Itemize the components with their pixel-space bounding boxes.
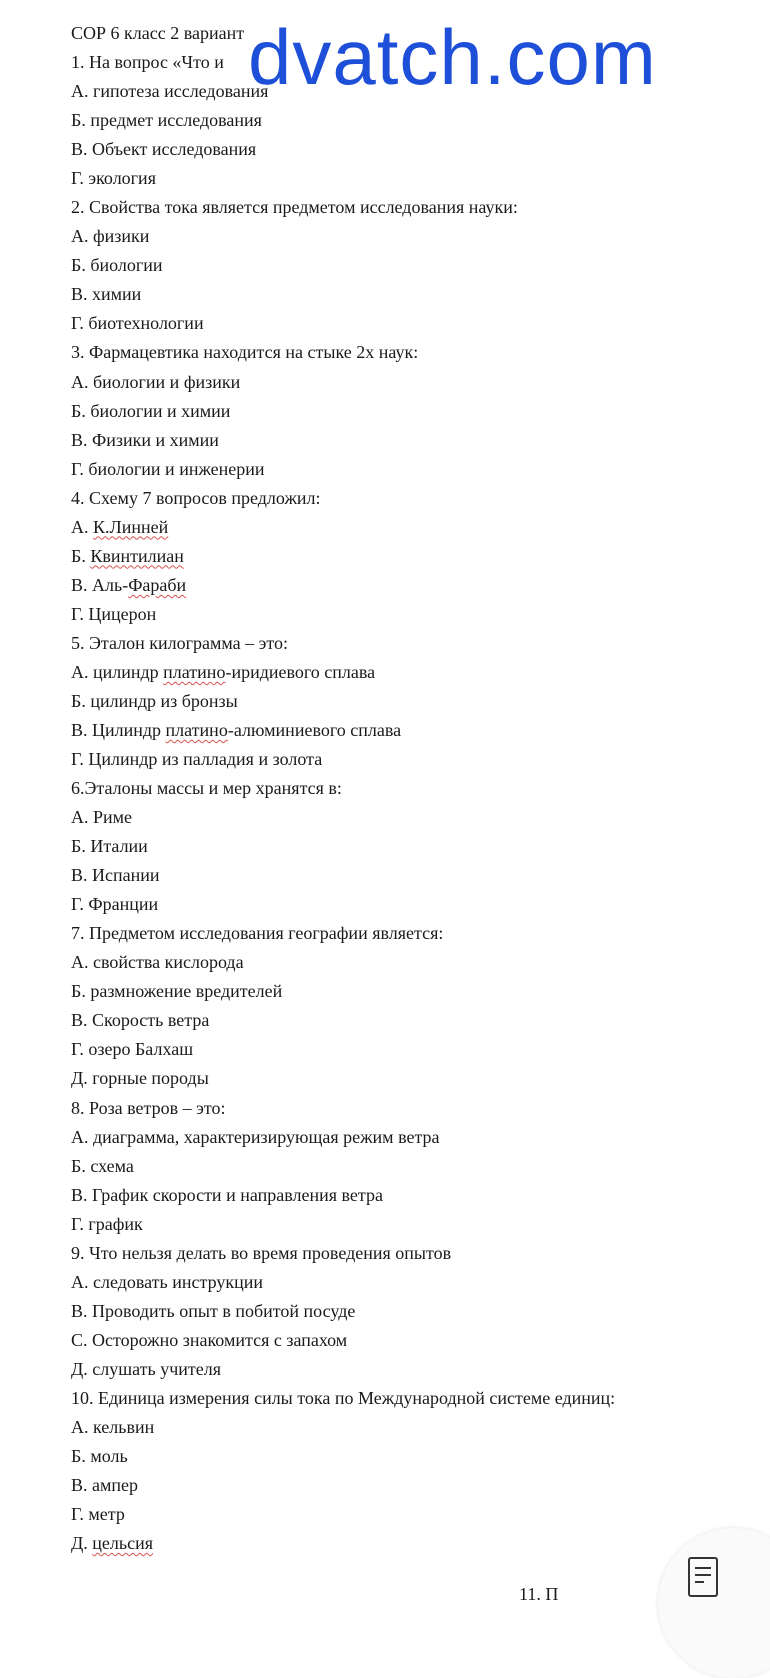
document-line — [71, 719, 401, 741]
document-line: Г. биотехнологии — [71, 313, 204, 334]
spellcheck-underlined-word: К.Линней — [93, 516, 169, 537]
document-line: Б. схема — [71, 1155, 134, 1176]
line-text-part: -алюминиевого сплава — [227, 720, 402, 740]
line-text-part: А. цилиндр — [71, 661, 164, 682]
document-line: 1. На вопрос «Что и — [71, 52, 224, 72]
document-line: А. гипотеза исследования — [71, 81, 269, 102]
spellcheck-underlined-word: платино — [163, 661, 226, 682]
document-line: 10. Единица измерения силы тока по Международной системе единиц: — [71, 1387, 616, 1408]
line-text-part: Д. — [71, 1533, 93, 1554]
document-line: В. ампер — [71, 1475, 139, 1495]
document-line — [71, 516, 168, 538]
document-line: Б. цилиндр из бронзы — [71, 690, 238, 711]
document-line — [71, 545, 184, 567]
document-line: 5. Эталон килограмма – это: — [71, 632, 288, 653]
document-line: Г. Цилиндр из палладия и золота — [71, 749, 323, 769]
document-line: А. кельвин — [71, 1416, 155, 1437]
document-line — [71, 1532, 153, 1554]
document-line: Г. метр — [71, 1504, 125, 1524]
document-line — [71, 661, 375, 683]
spellcheck-underlined-word: цельсия — [92, 1533, 153, 1554]
document-line: Г. биологии и инженерии — [71, 458, 265, 479]
document-line: В. химии — [71, 284, 142, 305]
document-line: 2. Свойства тока является предметом исследования науки: — [71, 197, 518, 218]
spellcheck-underlined-word: Фараби — [128, 574, 187, 595]
document-line: 3. Фармацевтика находится на стыке 2х наук: — [71, 342, 419, 363]
watermark-text: dvatch.com — [248, 13, 657, 101]
document-line: В. Проводить опыт в побитой посуде — [71, 1300, 356, 1321]
document-line: В. Физики и химии — [71, 429, 219, 450]
spellcheck-underlined-word: платино — [165, 720, 228, 740]
document-line: А. свойства кислорода — [71, 952, 244, 973]
document-line: С. Осторожно знакомится с запахом — [71, 1329, 348, 1350]
document-line: Б. Италии — [71, 836, 148, 857]
line-text-part: Б. — [71, 545, 91, 566]
document-line: А. биологии и физики — [71, 371, 241, 392]
document-line: Б. моль — [71, 1446, 128, 1466]
spellcheck-underlined-word: Квинтилиан — [90, 545, 184, 566]
document-line: 9. Что нельзя делать во время проведения опытов — [71, 1242, 452, 1263]
floating-action-disc[interactable] — [658, 1528, 770, 1678]
document-line: Б. предмет исследования — [71, 110, 262, 131]
document-line: Г. Франции — [71, 894, 159, 915]
document-line — [71, 574, 186, 596]
document-line: 8. Роза ветров – это: — [71, 1097, 226, 1118]
document-line: 6.Эталоны массы и мер хранятся в: — [71, 778, 342, 798]
line-text-part: В. Цилиндр — [71, 720, 166, 740]
document-line: В. Испании — [71, 865, 160, 886]
document-line: Б. размножение вредителей — [71, 981, 283, 1002]
document-line: В. Объект исследования — [71, 139, 257, 160]
document-icon[interactable] — [688, 1557, 718, 1597]
document-line: А. физики — [71, 226, 150, 247]
document-line: Г. Цицерон — [71, 603, 157, 624]
document-line: В. Скорость ветра — [71, 1010, 210, 1031]
line-text-part: -иридиевого сплава — [225, 661, 376, 682]
document-line: СОР 6 класс 2 вариант — [71, 23, 245, 43]
line-text-part: В. Аль- — [71, 574, 129, 595]
document-line: Г. экология — [71, 168, 156, 189]
document-line: Б. биологии и химии — [71, 400, 231, 421]
document-line: Г. график — [71, 1213, 143, 1234]
document-line: А. диаграмма, характеризирующая режим ветра — [71, 1126, 440, 1147]
document-line: А. следовать инструкции — [71, 1271, 263, 1292]
document-line: В. График скорости и направления ветра — [71, 1184, 383, 1205]
document-line: Д. горные породы — [71, 1068, 209, 1089]
document-line: Д. слушать учителя — [71, 1358, 222, 1379]
document-line: А. Риме — [71, 807, 133, 828]
document-line: Г. озеро Балхаш — [71, 1039, 194, 1060]
next-question-fragment: 11. П — [519, 1584, 559, 1604]
line-text-part: А. — [71, 516, 93, 537]
document-line: 7. Предметом исследования географии является: — [71, 923, 444, 944]
document-line: 4. Схему 7 вопросов предложил: — [71, 487, 321, 508]
document-line: Б. биологии — [71, 255, 163, 276]
